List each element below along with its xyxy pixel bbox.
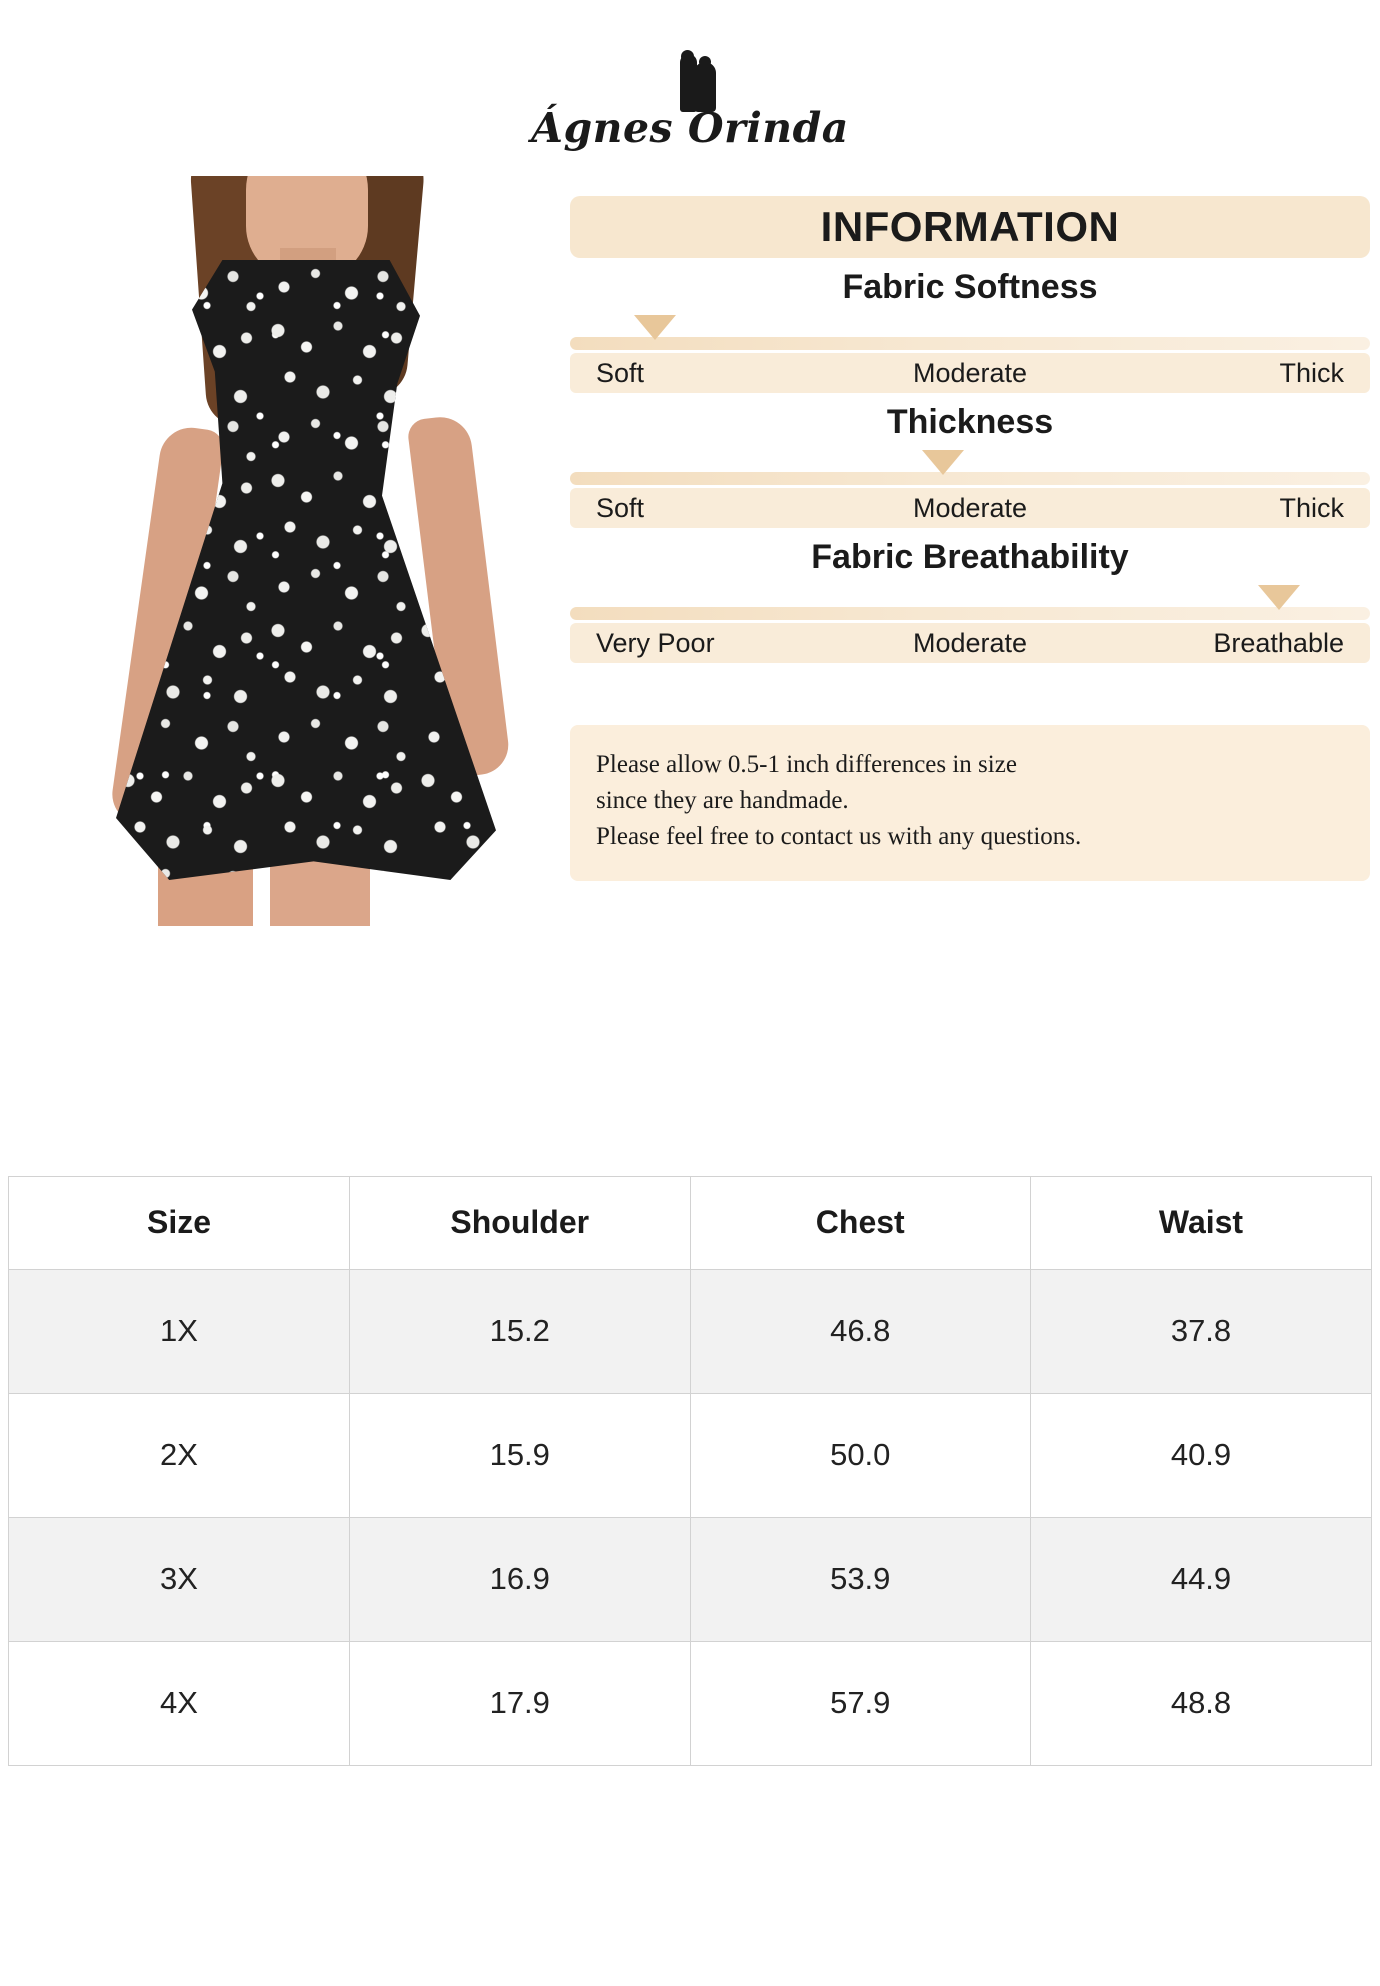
cell-shoulder: 15.2 — [350, 1269, 691, 1393]
brand-logo — [0, 52, 1380, 172]
gauge-scale-low: Soft — [596, 492, 645, 523]
table-row — [9, 1393, 1371, 1517]
cell-chest: 50.0 — [690, 1393, 1031, 1517]
gauge-scale-high: Breathable — [1213, 627, 1344, 658]
gauge-pointer-icon — [1258, 585, 1300, 610]
gauge-scale — [570, 488, 1370, 528]
thickness-label: Thickness — [886, 403, 1054, 441]
information-panel — [570, 196, 1370, 881]
size-table — [8, 1176, 1372, 1766]
cell-shoulder: 15.9 — [350, 1393, 691, 1517]
gauge-pointer-icon — [922, 450, 964, 475]
cell-chest: 53.9 — [690, 1517, 1031, 1641]
table-row — [9, 1517, 1371, 1641]
size-disclaimer-note — [570, 725, 1370, 881]
note-line-3: Please feel free to contact us with any questions. — [596, 823, 1082, 850]
note-line-2: since they are handmade. — [596, 787, 849, 814]
gauge-scale-mid: Moderate — [912, 627, 1028, 658]
cell-waist: 37.8 — [1031, 1269, 1372, 1393]
brand-mark — [525, 52, 855, 167]
cell-size: 2X — [9, 1393, 350, 1517]
gauge-bar — [570, 607, 1370, 620]
gauge-scale — [570, 623, 1370, 663]
fabric-breathability-label: Fabric Breathability — [811, 538, 1129, 576]
table-row — [9, 1641, 1371, 1765]
cell-waist: 48.8 — [1031, 1641, 1372, 1765]
cell-size: 3X — [9, 1517, 350, 1641]
cell-waist: 40.9 — [1031, 1393, 1372, 1517]
brand-name: Ágnes Orinda — [531, 104, 849, 152]
cell-shoulder: 17.9 — [350, 1641, 691, 1765]
cell-waist: 44.9 — [1031, 1517, 1372, 1641]
cell-size: 1X — [9, 1269, 350, 1393]
gauge-scale-mid: Moderate — [912, 357, 1028, 388]
table-header-row — [9, 1177, 1371, 1269]
fabric-softness-label: Fabric Softness — [842, 268, 1098, 306]
fabric-breathability-gauge — [570, 585, 1370, 663]
gauge-scale-high: Thick — [1279, 357, 1344, 388]
fabric-softness-gauge — [570, 315, 1370, 393]
cell-chest: 57.9 — [690, 1641, 1031, 1765]
information-title: INFORMATION — [820, 203, 1120, 250]
gauge-scale-low: Very Poor — [596, 627, 715, 658]
product-photo — [8, 176, 563, 926]
thickness-gauge — [570, 450, 1370, 528]
cell-shoulder: 16.9 — [350, 1517, 691, 1641]
gauge-scale — [570, 353, 1370, 393]
gauge-bar — [570, 337, 1370, 350]
table-header-waist: Waist — [1031, 1177, 1372, 1269]
table-header-size: Size — [9, 1177, 350, 1269]
cell-chest: 46.8 — [690, 1269, 1031, 1393]
information-title-bar — [570, 196, 1370, 258]
table-header-shoulder: Shoulder — [350, 1177, 691, 1269]
table-header-chest: Chest — [690, 1177, 1031, 1269]
gauge-scale-high: Thick — [1279, 492, 1344, 523]
table-row — [9, 1269, 1371, 1393]
gauge-bar — [570, 472, 1370, 485]
gauge-pointer-icon — [634, 315, 676, 340]
note-line-1: Please allow 0.5-1 inch differences in size — [596, 751, 1017, 778]
gauge-scale-low: Soft — [596, 357, 645, 388]
cell-size: 4X — [9, 1641, 350, 1765]
gauge-scale-mid: Moderate — [912, 492, 1028, 523]
